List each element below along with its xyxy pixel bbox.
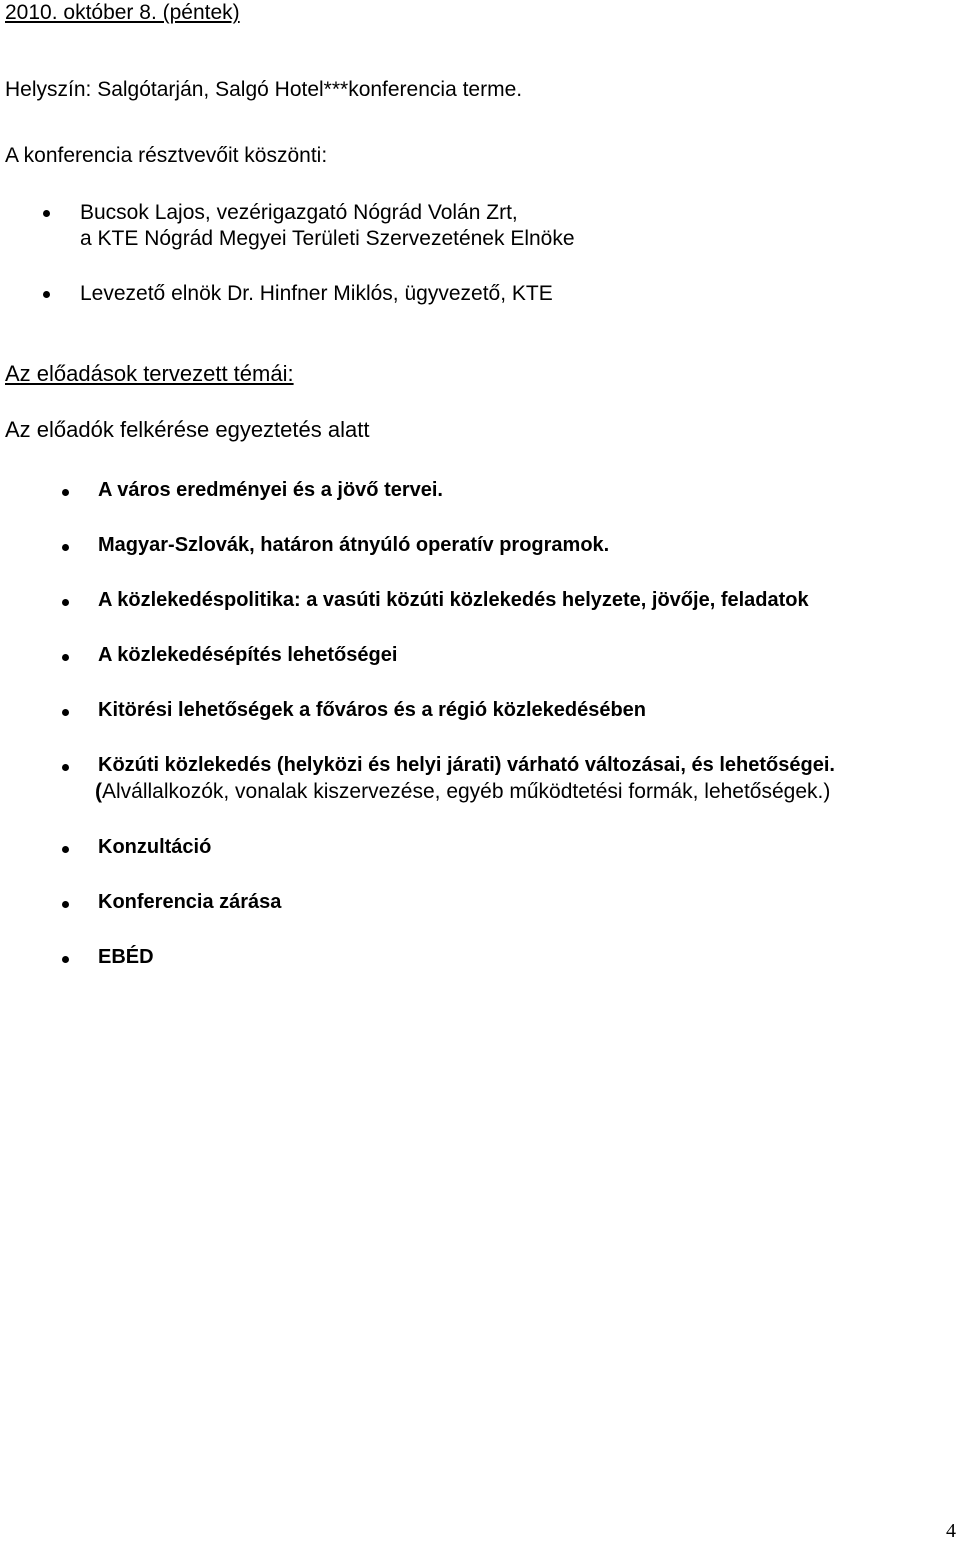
topic-item: A közlekedésépítés lehetőségei: [98, 644, 398, 666]
bullet-icon: [43, 291, 50, 298]
welcome-line: A konferencia résztvevőit köszönti:: [5, 144, 328, 167]
venue-line: Helyszín: Salgótarján, Salgó Hotel***konferencia terme.: [5, 78, 523, 101]
topic-item: A város eredményei és a jövő tervei.: [98, 479, 443, 501]
bullet-icon: [62, 709, 69, 716]
topic-item: EBÉD: [98, 946, 154, 968]
bullet-icon: [62, 764, 69, 771]
bullet-icon: [62, 654, 69, 661]
topic-item: Kitörési lehetőségek a főváros és a régió közlekedésében: [98, 699, 647, 721]
bullet-icon: [62, 956, 69, 963]
topic-item: Magyar-Szlovák, határon átnyúló operatív programok.: [98, 534, 610, 556]
topic-item: Konzultáció: [98, 836, 212, 858]
greeter-role: a KTE Nógrád Megyei Területi Szervezetének Elnöke: [80, 227, 575, 250]
bullet-icon: [62, 846, 69, 853]
date-heading: 2010. október 8. (péntek): [5, 1, 240, 24]
bullet-icon: [62, 599, 69, 606]
page-number: 4: [946, 1520, 956, 1542]
moderator-name: Levezető elnök Dr. Hinfner Miklós, ügyvezető, KTE: [80, 282, 553, 305]
bullet-icon: [62, 544, 69, 551]
paren-open: (: [95, 780, 102, 803]
greeter-name: Bucsok Lajos, vezérigazgató Nógrád Volán Zrt,: [80, 201, 518, 224]
topic-item: Közúti közlekedés (helyközi és helyi járati) várható változásai, és lehetőségei.: [98, 754, 835, 776]
topic-item-detail: [95, 781, 830, 802]
bullet-icon: [43, 210, 50, 217]
bullet-icon: [62, 901, 69, 908]
bullet-icon: [62, 489, 69, 496]
topic-item: A közlekedéspolitika: a vasúti közúti közlekedés helyzete, jövője, feladatok: [98, 589, 809, 611]
topic-detail-text: Alvállalkozók, vonalak kiszervezése, egyéb működtetési formák, lehetőségek.): [102, 780, 831, 803]
topic-item: Konferencia zárása: [98, 891, 282, 913]
topics-subtitle: Az előadók felkérése egyeztetés alatt: [5, 417, 370, 442]
topics-title: Az előadások tervezett témái:: [5, 361, 294, 386]
